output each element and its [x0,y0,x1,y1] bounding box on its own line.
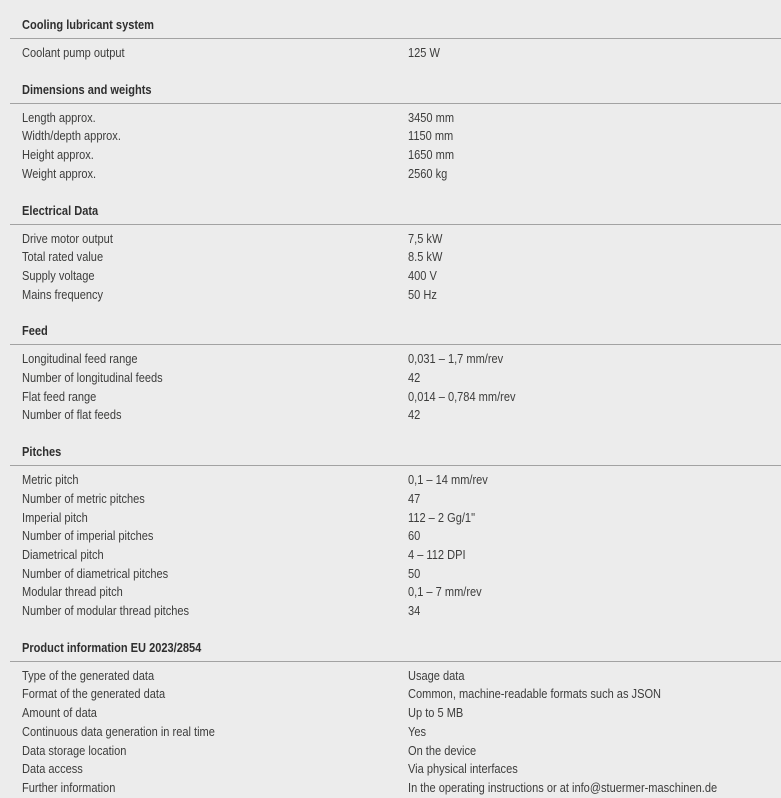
spec-label: Number of modular thread pitches [22,603,190,619]
spec-label: Number of imperial pitches [22,528,154,544]
section-title [10,444,781,465]
spec-label: Drive motor output [22,230,113,246]
spec-row [10,760,781,779]
spec-label: Continuous data generation in real time [22,723,215,739]
spec-row [10,723,781,742]
spec-row [10,742,781,761]
spec-section [10,640,781,798]
spec-value: 42 [408,370,421,386]
spec-section [10,203,781,305]
spec-label: Amount of data [22,705,97,721]
spec-row [10,369,781,388]
spec-label: Supply voltage [22,267,95,283]
spec-value: 47 [408,490,421,506]
section-title [10,203,781,224]
spec-value: Via physical interfaces [408,761,518,777]
spec-row [10,406,781,425]
spec-row [10,527,781,546]
spec-label: Weight approx. [22,165,97,181]
spec-row [10,127,781,146]
section-title [10,640,781,661]
spec-value: 2560 kg [408,165,448,181]
spec-label: Total rated value [22,249,104,265]
spec-value: 4 – 112 DPI [408,546,466,562]
spec-row [10,109,781,128]
spec-label: Type of the generated data [22,667,155,683]
spec-value: 1150 mm [408,128,454,144]
spec-section [10,323,781,425]
spec-label: Format of the generated data [22,686,166,702]
section-title [10,17,781,38]
spec-row [10,546,781,565]
spec-label: Height approx. [22,147,94,163]
section-rows [10,104,781,184]
spec-row [10,667,781,686]
spec-row [10,146,781,165]
spec-row [10,685,781,704]
spec-sections [10,17,781,798]
spec-value: 7,5 kW [408,230,443,246]
spec-row [10,44,781,63]
spec-row [10,602,781,621]
spec-value: Common, machine-readable formats such as JSON [408,686,662,702]
spec-value: In the operating instructions or at info@stuermer-maschinen.de [408,779,718,795]
spec-label: Flat feed range [22,388,97,404]
spec-label: Metric pitch [22,472,79,488]
section-title-text: Feed [22,323,48,339]
spec-label: Imperial pitch [22,509,88,525]
section-title-text: Product information EU 2023/2854 [22,639,202,655]
section-title-text: Pitches [22,444,62,460]
spec-value: 1650 mm [408,147,455,163]
spec-label: Number of diametrical pitches [22,565,169,581]
section-title-text: Cooling lubricant system [22,17,155,32]
section-rows [10,345,781,425]
spec-value: Usage data [408,667,465,683]
spec-value: 42 [408,407,421,423]
spec-label: Modular thread pitch [22,584,123,600]
section-title [10,82,781,103]
spec-value: 400 V [408,267,437,283]
spec-label: Data storage location [22,742,127,758]
spec-row [10,490,781,509]
spec-label: Number of metric pitches [22,490,145,506]
spec-label: Number of longitudinal feeds [22,370,163,386]
spec-value: 34 [408,603,421,619]
spec-sheet [10,0,781,798]
spec-row [10,704,781,723]
spec-value: Yes [408,723,427,739]
spec-row [10,248,781,267]
spec-section [10,17,781,63]
section-rows [10,39,781,63]
spec-row [10,565,781,584]
section-title-text: Dimensions and weights [22,81,152,97]
spec-label: Length approx. [22,109,96,125]
spec-value: 0,031 – 1,7 mm/rev [408,351,504,367]
spec-row [10,286,781,305]
section-title-text: Electrical Data [22,202,99,218]
spec-value: 3450 mm [408,109,455,125]
spec-row [10,509,781,528]
spec-value: 0,1 – 14 mm/rev [408,472,488,488]
spec-value: 112 – 2 Gg/1" [408,509,476,525]
section-rows [10,662,781,798]
spec-label: Diametrical pitch [22,546,104,562]
spec-row [10,350,781,369]
spec-value: 0,1 – 7 mm/rev [408,584,482,600]
spec-label: Mains frequency [22,286,104,302]
spec-label: Coolant pump output [22,45,125,60]
spec-label: Number of flat feeds [22,407,122,423]
spec-value: 125 W [408,45,440,60]
spec-label: Longitudinal feed range [22,351,138,367]
spec-row [10,779,781,798]
spec-value: 50 Hz [408,286,437,302]
spec-row [10,267,781,286]
spec-row [10,230,781,249]
spec-label: Width/depth approx. [22,128,121,144]
spec-label: Data access [22,761,83,777]
spec-value: Up to 5 MB [408,705,464,721]
spec-value: 0,014 – 0,784 mm/rev [408,388,516,404]
spec-row [10,165,781,184]
section-rows [10,225,781,305]
spec-value: 60 [408,528,421,544]
spec-row [10,583,781,602]
spec-value: 50 [408,565,421,581]
spec-label: Further information [22,779,116,795]
spec-value: 8.5 kW [408,249,443,265]
section-rows [10,466,781,621]
spec-value: On the device [408,742,477,758]
spec-section [10,82,781,184]
spec-section [10,444,781,621]
spec-row [10,471,781,490]
section-title [10,323,781,344]
spec-row [10,388,781,407]
